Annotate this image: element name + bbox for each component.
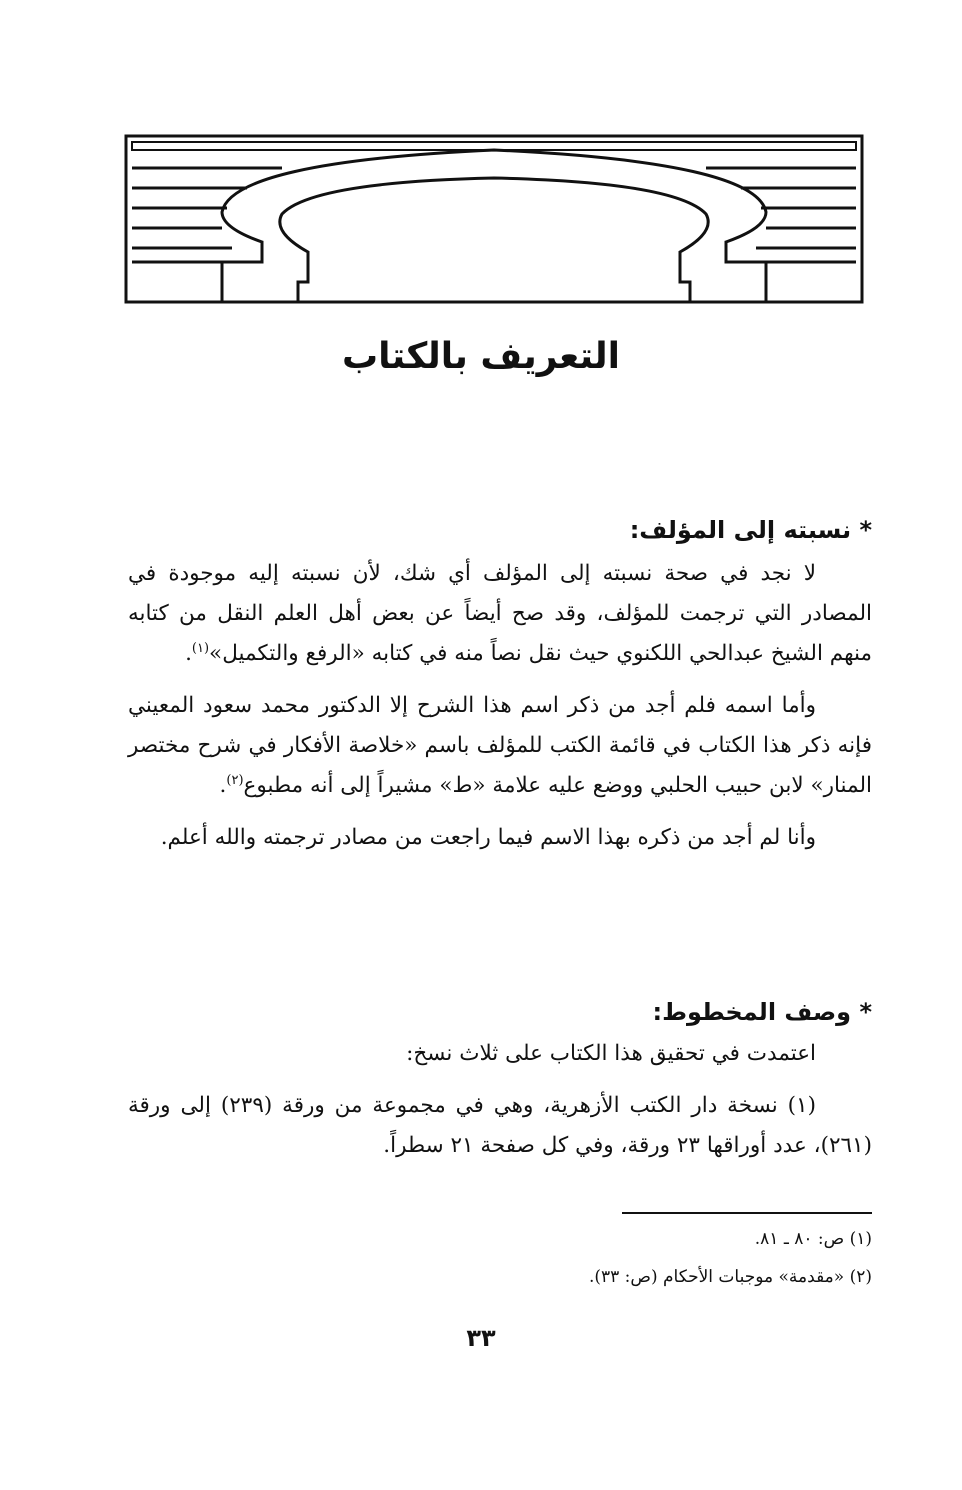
section-manuscript	[128, 994, 872, 1166]
paragraph-text: وأما اسمه فلم أجد من ذكر اسم هذا الشرح إلا الدكتور محمد سعود المعيني فإنه ذكر هذا الكتاب في قائمة الكتب للمؤلف باسم «خلاصة الأفكار في شرح مختصر المنار» لابن حبيب الحلبي ووضع عليه علامة «ط» مشيراً إلى أنه مطبوع	[128, 693, 872, 798]
paragraph-text: لا نجد في صحة نسبته إلى المؤلف أي شك، لأن نسبته إليه موجودة في المصادر التي ترجمت للمؤلف، وقد صح أيضاً عن بعض أهل العلم النقل من كتابه منهم الشيخ عبدالحي اللكنوي حيث نقل نصاً منه في كتابه «الرفع والتكميل»	[128, 561, 872, 666]
page-number: ٣٣	[466, 1324, 496, 1352]
footnote-2: (٢) «مقدمة» موجبات الأحكام (ص: ٣٣).	[588, 1267, 872, 1287]
paragraph-book-name	[128, 686, 872, 806]
paragraph-authorship-proof	[128, 554, 872, 674]
section-heading-manuscript: * وصف المخطوط:	[652, 998, 872, 1026]
chapter-title: التعريف بالكتاب	[341, 336, 621, 377]
footnote-reference-2: (٢)	[226, 772, 244, 788]
chapter-header-ornament	[122, 132, 866, 306]
paragraph-end: .	[219, 773, 227, 798]
section-heading-authorship: * نسبته إلى المؤلف:	[629, 516, 872, 544]
footnote-1: (١) ص: ٨٠ ـ ٨١.	[754, 1229, 872, 1249]
paragraph-copies-intro: اعتمدت في تحقيق هذا الكتاب على ثلاث نسخ:	[406, 1041, 816, 1066]
paragraph-name-not-found: وأنا لم أجد من ذكره بهذا الاسم فيما راجعت من مصادر ترجمته والله أعلم.	[160, 825, 816, 850]
footnote-separator	[622, 1212, 872, 1214]
paragraph-copy-1: (١) نسخة دار الكتب الأزهرية، وهي في مجموعة من ورقة (٢٣٩) إلى ورقة (٢٦١)، عدد أوراقها ٢٣ ورقة، وفي كل صفحة ٢١ سطراً.	[128, 1093, 872, 1158]
section-authorship	[128, 512, 872, 858]
footnote-reference-1: (١)	[191, 640, 210, 656]
paragraph-end: .	[185, 641, 192, 666]
